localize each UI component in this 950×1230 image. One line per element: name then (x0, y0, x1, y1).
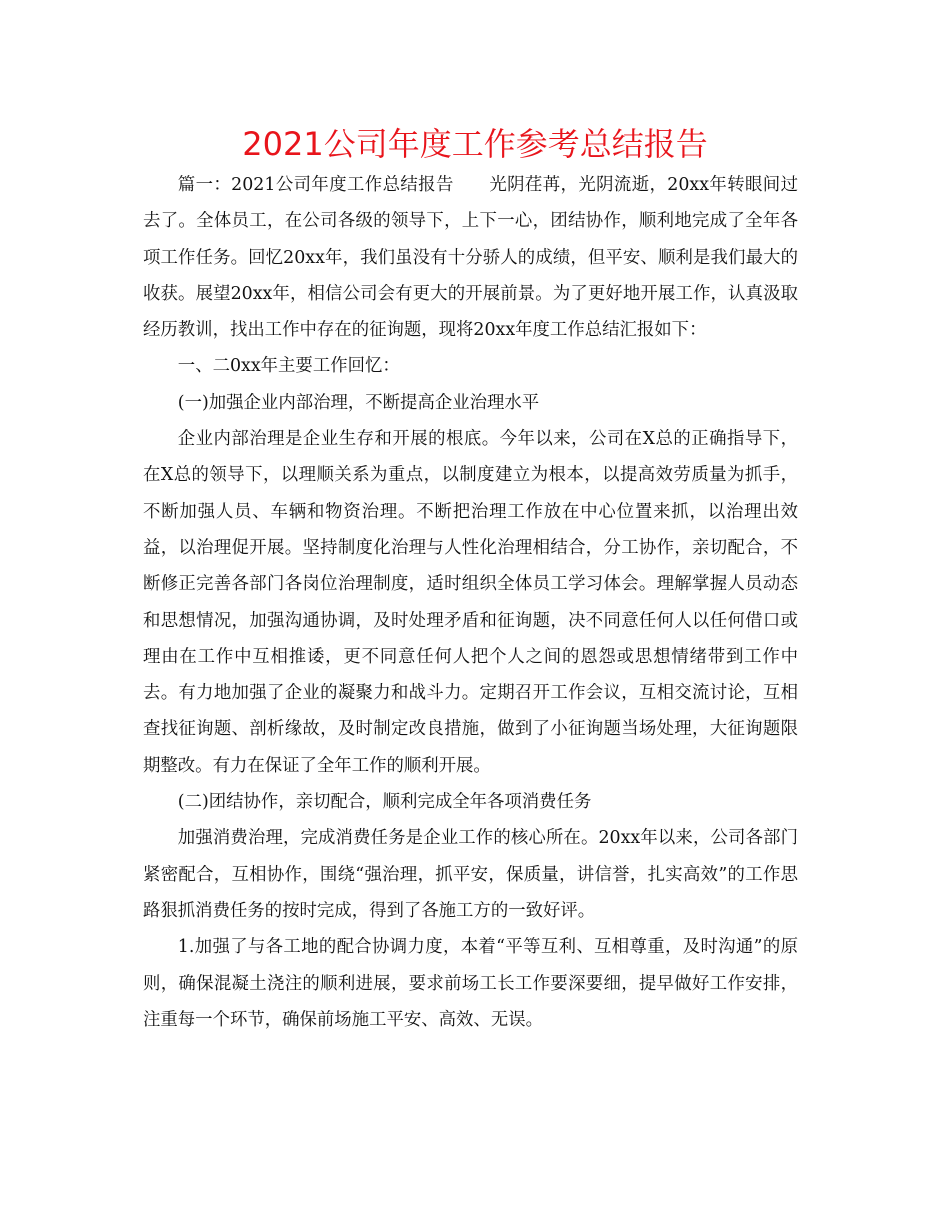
subsection-heading-production: (二)团结协作，亲切配合，顺利完成全年各项消费任务 (177, 792, 592, 813)
paragraph-intro: 篇一：2021公司年度工作总结报告 光阴荏苒，光阴流逝，20xx年转眼间过去了。全体员工，在公司各级的领导下，上下一心，团结协作，顺利地完成了全年各项工作任务。回忆20xx年，我们虽没有十分骄人的成绩，但平安、顺利是我们最大的收获。展望20xx年，相信公司会有更大的开展前景。为了更好地开展工作，认真汲取经历教训，找出工作中存在的征询题，现将20xx年度工作总结汇报如下： (143, 175, 798, 341)
section-heading-review: 一、二0xx年主要工作回忆： (177, 356, 400, 377)
subsection-heading-management: (一)加强企业内部治理，不断提高企业治理水平 (177, 392, 540, 413)
paragraph-coordination: 1.加强了与各工地的配合协调力度，本着“平等互利、互相尊重，及时沟通”的原则，确保混凝土浇注的顺利进展，要求前场工长工作要深要细，提早做好工作安排，注重每一个环节，确保前场施工平安、高效、无误。 (143, 937, 798, 1030)
document-title: 2021公司年度工作参考总结报告 (242, 125, 708, 163)
paragraph-production: 加强消费治理，完成消费任务是企业工作的核心所在。20xx年以来，公司各部门紧密配合，互相协作，围绕“强治理，抓平安，保质量，讲信誉，扎实高效”的工作思路狠抓消费任务的按时完成，得到了各施工方的一致好评。 (143, 828, 798, 921)
document-body (143, 167, 798, 1038)
paragraph-management: 企业内部治理是企业生存和开展的根底。今年以来，公司在X总的正确指导下，在X总的领导下，以理顺关系为重点，以制度建立为根本，以提高效劳质量为抓手，不断加强人员、车辆和物资治理。不断把治理工作放在中心位置来抓，以治理出效益，以治理促开展。坚持制度化治理与人性化治理相结合，分工协作，亲切配合，不断修正完善各部门各岗位治理制度，适时组织全体员工学习体会。理解掌握人员动态和思想情况，加强沟通协调，及时处理矛盾和征询题，决不同意任何人以任何借口或理由在工作中互相推诿，更不同意任何人把个人之间的恩怨或思想情绪带到工作中去。有力地加强了企业的凝聚力和战斗力。定期召开工作会议，互相交流讨论，互相查找征询题、剖析缘故，及时制定改良措施，做到了小征询题当场处理，大征询题限期整改。有力在保证了全年工作的顺利开展。 (143, 429, 798, 776)
